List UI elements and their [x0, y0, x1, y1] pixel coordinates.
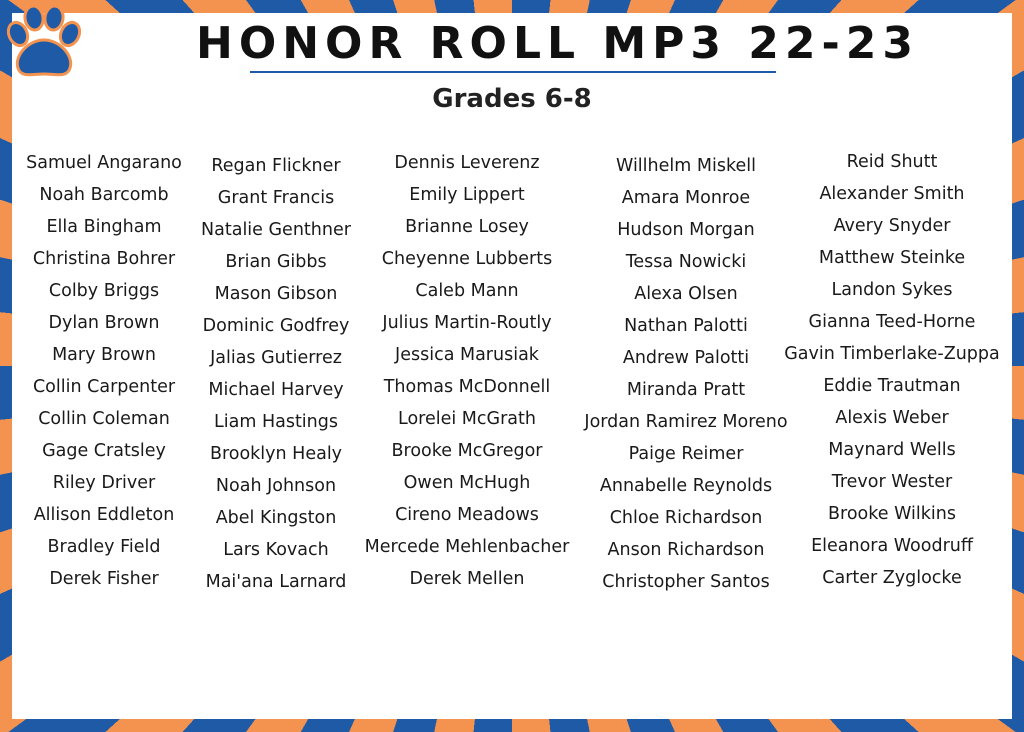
student-name: Derek Mellen	[409, 569, 525, 589]
paw-print-icon	[2, 4, 86, 84]
student-name: Regan Flickner	[211, 156, 341, 176]
student-name: Collin Carpenter	[32, 377, 176, 397]
student-name: Derek Fisher	[49, 569, 159, 589]
student-name: Maynard Wells	[828, 440, 956, 460]
student-name: Lorelei McGrath	[398, 409, 536, 429]
student-name: Trevor Wester	[831, 472, 953, 492]
student-name: Avery Snyder	[833, 216, 951, 236]
student-name: Dennis Leverenz	[394, 153, 540, 173]
name-column-5	[774, 151, 1010, 599]
student-name: Allison Eddleton	[33, 505, 175, 525]
student-name: Dylan Brown	[48, 313, 160, 333]
student-name: Alexis Weber	[835, 408, 949, 428]
student-name: Brooklyn Healy	[209, 444, 343, 464]
student-name: Liam Hastings	[214, 412, 338, 432]
student-name: Brooke McGregor	[391, 441, 543, 461]
student-name: Michael Harvey	[208, 380, 344, 400]
student-name: Eddie Trautman	[823, 376, 961, 396]
student-name: Nathan Palotti	[624, 316, 748, 336]
student-name: Chloe Richardson	[609, 508, 763, 528]
student-name: Ella Bingham	[46, 217, 162, 237]
title-underline	[250, 71, 776, 73]
student-name: Tessa Nowicki	[625, 252, 747, 272]
student-name: Samuel Angarano	[26, 153, 182, 173]
student-name: Gianna Teed-Horne	[808, 312, 976, 332]
student-name: Mason Gibson	[214, 284, 338, 304]
student-name: Mai'ana Larnard	[205, 572, 347, 592]
student-name: Lars Kovach	[223, 540, 329, 560]
student-name: Christopher Santos	[602, 572, 770, 592]
student-name: Landon Sykes	[831, 280, 953, 300]
student-name: Anson Richardson	[607, 540, 765, 560]
student-name: Gage Cratsley	[42, 441, 166, 461]
student-name: Cheyenne Lubberts	[381, 249, 553, 269]
student-name: Julius Martin-Routly	[382, 313, 552, 333]
student-name: Brooke Wilkins	[828, 504, 956, 524]
student-name: Matthew Steinke	[818, 248, 966, 268]
student-name: Bradley Field	[47, 537, 161, 557]
student-name: Brianne Losey	[405, 217, 529, 237]
page-subtitle: Grades 6-8	[432, 84, 592, 114]
student-name: Natalie Genthner	[201, 220, 351, 240]
student-name: Reid Shutt	[846, 152, 938, 172]
student-name: Hudson Morgan	[617, 220, 755, 240]
student-name: Annabelle Reynolds	[599, 476, 773, 496]
student-name: Mary Brown	[52, 345, 156, 365]
student-name: Riley Driver	[52, 473, 156, 493]
student-name: Andrew Palotti	[622, 348, 750, 368]
student-name: Dominic Godfrey	[202, 316, 350, 336]
student-name: Caleb Mann	[415, 281, 519, 301]
student-name: Christina Bohrer	[32, 249, 176, 269]
student-name: Jessica Marusiak	[395, 345, 539, 365]
name-column-1	[14, 152, 194, 600]
student-name: Alexa Olsen	[634, 284, 738, 304]
page-title: HONOR ROLL MP3 22-23	[196, 18, 920, 69]
student-name: Noah Johnson	[215, 476, 337, 496]
student-name: Brian Gibbs	[225, 252, 327, 272]
student-name: Collin Coleman	[38, 409, 170, 429]
student-name: Amara Monroe	[621, 188, 751, 208]
name-column-4	[572, 155, 800, 603]
student-name: Carter Zyglocke	[822, 568, 962, 588]
student-name: Jalias Gutierrez	[210, 348, 342, 368]
student-name: Abel Kingston	[215, 508, 337, 528]
student-name: Alexander Smith	[819, 184, 965, 204]
student-name: Willhelm Miskell	[616, 156, 756, 176]
student-name: Emily Lippert	[409, 185, 525, 205]
student-name: Gavin Timberlake-Zuppa	[784, 344, 1000, 364]
student-name: Jordan Ramirez Moreno	[584, 412, 788, 432]
name-column-3	[352, 152, 582, 600]
student-name: Owen McHugh	[403, 473, 531, 493]
student-name: Noah Barcomb	[39, 185, 169, 205]
student-name: Miranda Pratt	[626, 380, 746, 400]
student-name: Colby Briggs	[48, 281, 160, 301]
student-name: Paige Reimer	[628, 444, 744, 464]
student-name: Cireno Meadows	[395, 505, 539, 525]
student-name: Thomas McDonnell	[383, 377, 551, 397]
student-name: Grant Francis	[217, 188, 335, 208]
student-name: Eleanora Woodruff	[811, 536, 973, 556]
student-name: Mercede Mehlenbacher	[364, 537, 570, 557]
name-column-2	[190, 155, 362, 603]
